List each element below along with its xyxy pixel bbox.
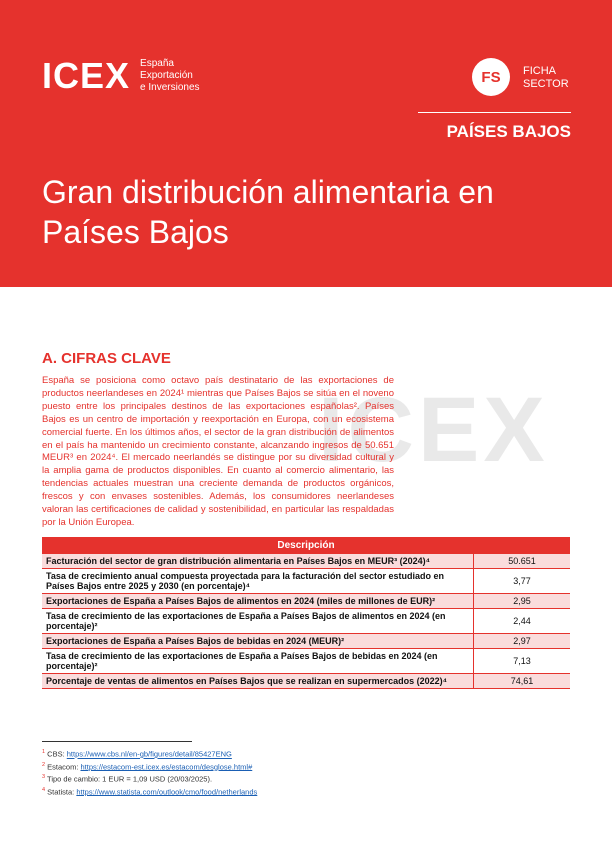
row-value: 2,95 xyxy=(474,594,571,609)
logo-subtitle xyxy=(140,58,199,94)
row-label: Facturación del sector de gran distribución alimentaria en Países Bajos en MEUR³ (2024)⁴ xyxy=(42,554,474,569)
row-label: Exportaciones de España a Países Bajos de alimentos en 2024 (miles de millones de EUR)² xyxy=(42,594,474,609)
footnotes xyxy=(42,747,257,797)
section-title: A. CIFRAS CLAVE xyxy=(42,350,171,367)
footnote-link-4[interactable]: https://www.statista.com/outlook/cmo/food/netherlands xyxy=(76,787,258,796)
row-value: 2,97 xyxy=(474,634,571,649)
row-label: Tasa de crecimiento de las exportaciones de España a Países Bajos de alimentos en 2024 (en porcentaje)² xyxy=(42,609,474,634)
table-row xyxy=(42,569,570,594)
table-row xyxy=(42,594,570,609)
table-row xyxy=(42,554,570,569)
footnote-1: $^1$ CBS: https://www.cbs.nl/en-gb/figures/detail/85427ENG xyxy=(42,749,232,759)
row-value: 2,44 xyxy=(474,609,571,634)
table-row xyxy=(42,674,570,689)
logo-sub-line-2: Exportación xyxy=(140,70,193,81)
row-value: 50.651 xyxy=(474,554,571,569)
logo-sub-line-1: España xyxy=(140,58,174,69)
row-label: Exportaciones de España a Países Bajos de bebidas en 2024 (MEUR)² xyxy=(42,634,474,649)
intro-paragraph: España se posiciona como octavo país destinatario de las exportaciones de productos neerlandeses en 2024¹ mientras que Países Bajos se sitúa en el noveno puesto entre los principales destinos de las exportaciones españolas². Países Bajos es un centro de importación y reexportación en Europa, con un ecosistema comercial fuerte. En los últimos años, el sector de la gran distribución de alimentos en el país ha mantenido un crecimiento constante, alcanzando ingresos de 50.651 MEUR³ en 2024⁴. El mercado neerlandés se distingue por su diversidad cultural y la amplia gama de productos disponibles. En cuanto al comercio alimentario, las tendencias actuales muestran una creciente demanda de productos orgánicos, frescos y con envases sostenibles. Además, los consumidores neerlandeses valoran las certificaciones de calidad y sostenibilidad, en particular las respaldadas por la Unión Europea. xyxy=(42,375,394,528)
icex-logo xyxy=(42,55,200,96)
table-row xyxy=(42,609,570,634)
key-figures-table xyxy=(42,537,570,689)
table-header: Descripción xyxy=(42,537,570,554)
fs-badge: FS xyxy=(472,58,510,96)
footnote-3: $^3$ Tipo de cambio: 1 EUR = 1,09 USD (20/03/2025). xyxy=(42,774,213,784)
logo-sub-line-3: e Inversiones xyxy=(140,82,200,93)
footnote-4: $^4$ Statista: https://www.statista.com/outlook/cmo/food/netherlands xyxy=(42,786,258,796)
header-banner xyxy=(0,0,612,287)
row-value: 7,13 xyxy=(474,649,571,674)
logo-wordmark: ICEX xyxy=(42,55,131,96)
row-label: Tasa de crecimiento anual compuesta proyectada para la facturación del sector estudiado en Países Bajos entre 2025 y 2030 (en porcentaje)⁴ xyxy=(42,569,474,594)
table-row xyxy=(42,634,570,649)
footnote-2: $^2$ Estacom: https://estacom-est.icex.es/estacom/desglose.html# xyxy=(42,761,253,771)
row-label: Porcentaje de ventas de alimentos en Países Bajos que se realizan en supermercados (2022)⁴ xyxy=(42,674,474,689)
footnote-link-1[interactable]: https://www.cbs.nl/en-gb/figures/detail/85427ENG xyxy=(66,749,232,759)
header-divider xyxy=(418,112,571,113)
ficha-sector-label xyxy=(523,65,569,91)
row-value: 74,61 xyxy=(474,674,571,689)
table-row xyxy=(42,649,570,674)
ficha-line-2: SECTOR xyxy=(523,78,569,90)
ficha-line-1: FICHA xyxy=(523,65,556,77)
page-title: Gran distribución alimentaria en Países Bajos xyxy=(42,174,494,250)
footnote-divider xyxy=(42,741,192,742)
row-label: Tasa de crecimiento de las exportaciones de España a Países Bajos de bebidas en 2024 (en porcentaje)² xyxy=(42,649,474,674)
footnote-link-2[interactable]: https://estacom-est.icex.es/estacom/desglose.html# xyxy=(80,762,253,771)
country-label: PAÍSES BAJOS xyxy=(446,122,571,141)
icex-watermark: ICEX xyxy=(318,379,549,481)
row-value: 3,77 xyxy=(474,569,571,594)
